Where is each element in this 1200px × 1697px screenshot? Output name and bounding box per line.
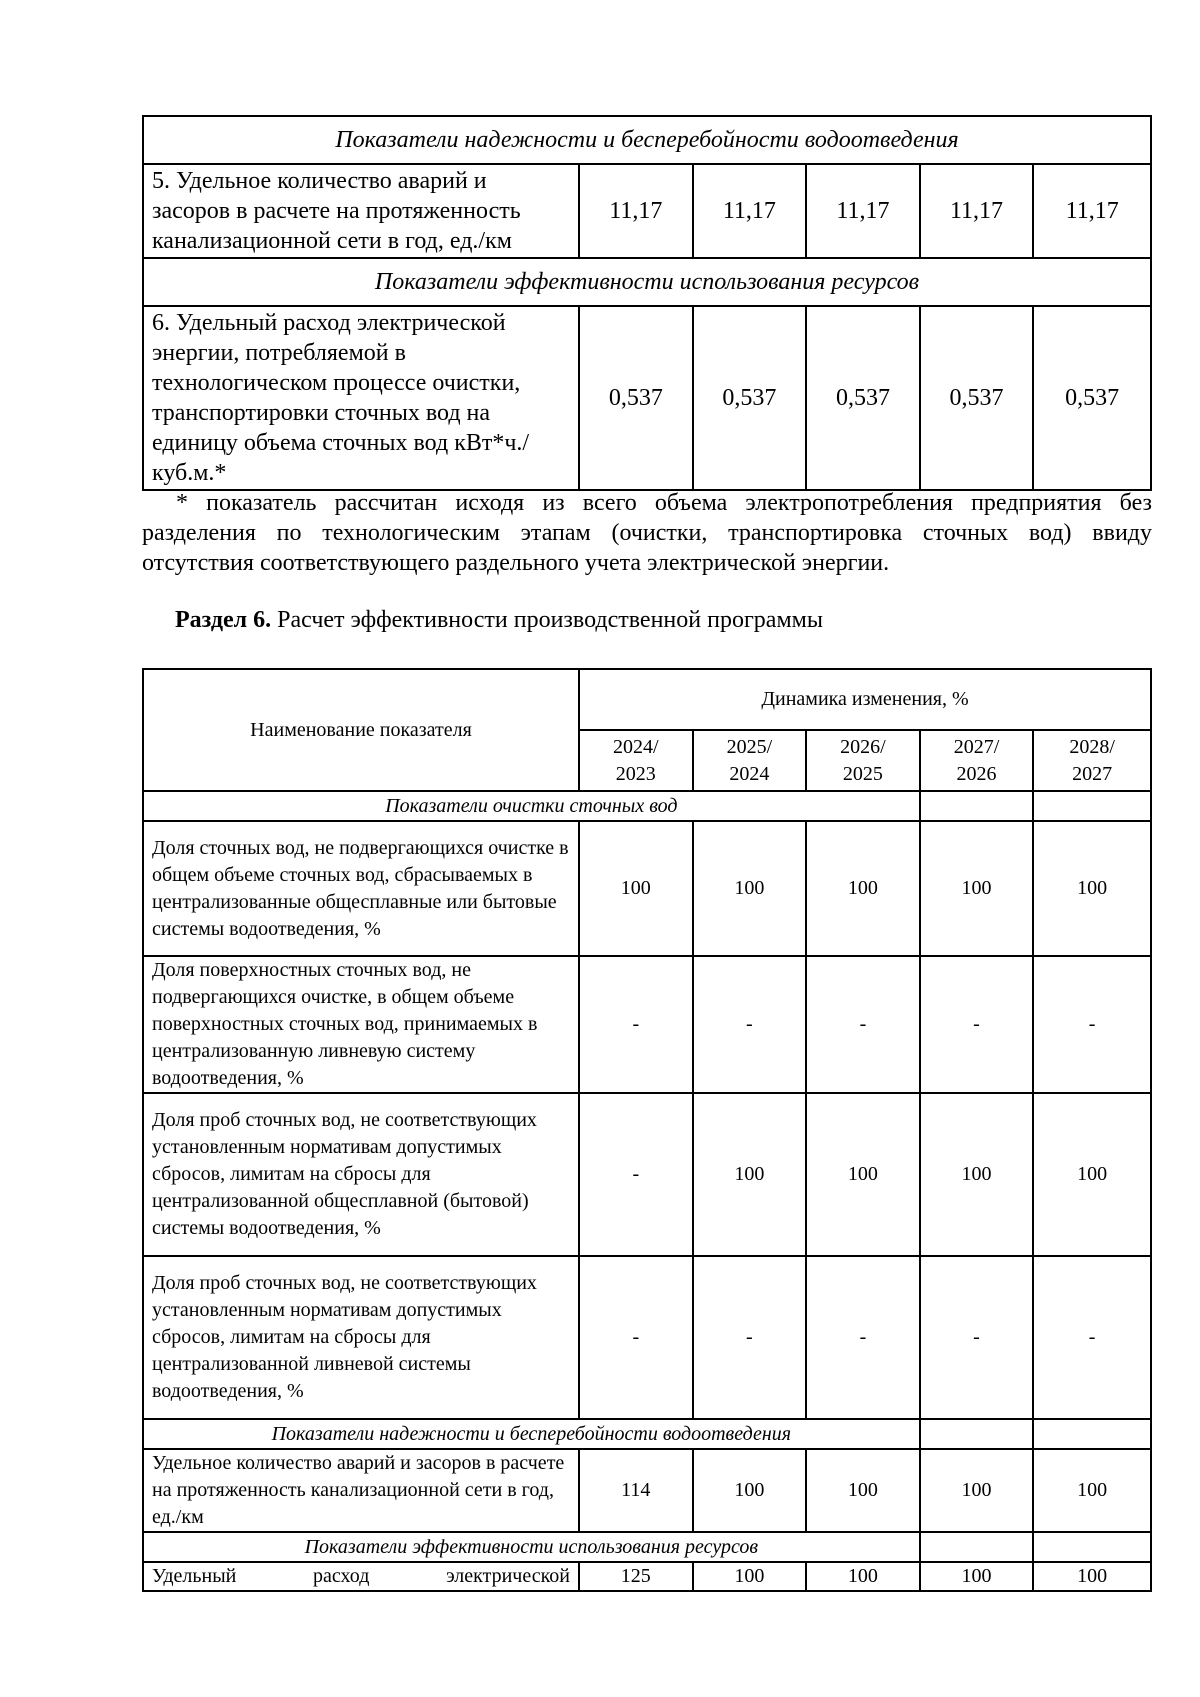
table-row [143,821,1151,956]
table-row [143,1449,1151,1532]
value-cell: 100 [806,821,920,956]
table-row [143,1093,1151,1256]
value-cell: 0,537 [920,306,1034,490]
row-label: Удельный расход электрической [143,1562,579,1591]
row-label: Доля проб сточных вод, не соответствующих установленным нормативам допустимых сбросов, лимитам на сбросы для централизованной ливневой системы водоотведения, % [143,1256,579,1419]
table-row [143,1256,1151,1419]
value-cell: 100 [806,1449,920,1532]
row-label: Доля проб сточных вод, не соответствующих установленным нормативам допустимых сбросов, лимитам на сбросы для централизованной общесплавной (бытовой) системы водоотведения, % [143,1093,579,1256]
value-cell: - [1033,956,1151,1093]
value-cell: 100 [920,821,1034,956]
value-cell: 11,17 [920,164,1034,258]
section-efficiency-header: Показатели эффективности использования ресурсов [143,1532,920,1562]
header-year: 2026/ 2025 [806,730,920,791]
value-cell: - [920,956,1034,1093]
section-reliability-header: Показатели надежности и бесперебойности водоотведения [143,116,1151,164]
efficiency-table [142,668,1152,1592]
value-cell: 100 [1033,821,1151,956]
value-cell: 100 [920,1093,1034,1256]
table-row [143,1562,1151,1591]
value-cell: 100 [806,1562,920,1591]
value-cell: 100 [1033,1449,1151,1532]
value-cell: - [693,1256,807,1419]
value-cell: - [920,1256,1034,1419]
value-cell: 100 [920,1449,1034,1532]
footnote-text: * показатель рассчитан исходя из всего объема электропотребления предприятия без разделения по технологическим этапам (очистки, транспортировка сточных вод) ввиду отсутствия соответствующего раздельного учета электрической энергии. [142,490,1152,576]
section-treatment-header: Показатели очистки сточных вод [143,791,920,821]
section-reliability-header: Показатели надежности и бесперебойности водоотведения [143,1419,920,1449]
value-cell: 100 [920,1562,1034,1591]
row-label: Доля сточных вод, не подвергающихся очистке в общем объеме сточных вод, сбрасываемых в централизованные общесплавные или бытовые системы водоотведения, % [143,821,579,956]
value-cell: 100 [693,1449,807,1532]
header-dynamics: Динамика изменения, % [579,669,1151,730]
row-label: Доля поверхностных сточных вод, не подвергающихся очистке, в общем объеме поверхностных сточных вод, принимаемых в централизованную ливневую систему водоотведения, % [143,956,579,1093]
value-cell: - [806,956,920,1093]
value-cell: 100 [806,1093,920,1256]
value-cell: 11,17 [693,164,807,258]
section-efficiency-header: Показатели эффективности использования ресурсов [143,258,1151,306]
value-cell: 0,537 [693,306,807,490]
value-cell: 100 [579,821,693,956]
row-label: Удельное количество аварий и засоров в расчете на протяженность канализационной сети в год, ед./км [143,1449,579,1532]
value-cell: 11,17 [1033,164,1151,258]
value-cell: - [579,1256,693,1419]
value-cell: 100 [693,1562,807,1591]
header-year: 2028/ 2027 [1033,730,1151,791]
value-cell: 114 [579,1449,693,1532]
section-heading [175,607,823,634]
table-row [143,164,1151,258]
value-cell: - [693,956,807,1093]
value-cell: - [579,956,693,1093]
value-cell: 100 [1033,1093,1151,1256]
value-cell: 100 [693,1093,807,1256]
header-year: 2024/ 2023 [579,730,693,791]
row-label: 6. Удельный расход электрической энергии, потребляемой в технологическом процессе очистки, транспортировки сточных вод на единицу объема сточных вод кВт*ч./куб.м.* [143,306,579,490]
value-cell: 11,17 [579,164,693,258]
value-cell: 0,537 [579,306,693,490]
header-year: 2025/ 2024 [693,730,807,791]
value-cell: 100 [1033,1562,1151,1591]
value-cell: 11,17 [806,164,920,258]
header-year: 2027/ 2026 [920,730,1034,791]
value-cell: - [806,1256,920,1419]
section-title: Расчет эффективности производственной программы [277,607,823,633]
value-cell: 0,537 [1033,306,1151,490]
value-cell: 0,537 [806,306,920,490]
value-cell: 100 [693,821,807,956]
indicators-table-top [142,115,1152,491]
table-row [143,956,1151,1093]
table-row [143,306,1151,490]
footnote [142,488,1152,578]
section-number: Раздел 6. [175,607,272,633]
value-cell: - [579,1093,693,1256]
value-cell: 125 [579,1562,693,1591]
row-label: 5. Удельное количество аварий и засоров в расчете на протяженность канализационной сети в год, ед./км [143,164,579,258]
header-name: Наименование показателя [143,669,579,791]
value-cell: - [1033,1256,1151,1419]
